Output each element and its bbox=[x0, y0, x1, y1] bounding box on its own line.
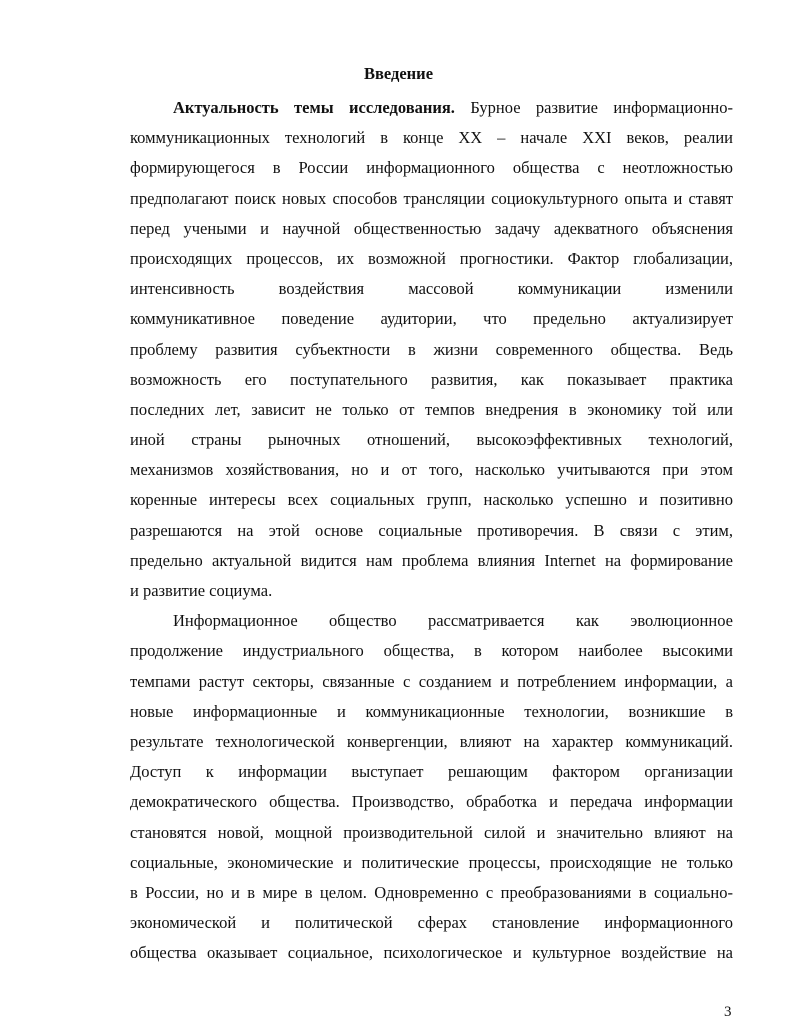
document-body bbox=[130, 93, 733, 968]
text-line: предельно актуальной видится нам проблема влияния Internet на формирование bbox=[130, 550, 733, 570]
text-line: коммуникативное поведение аудитории, что предельно актуализирует bbox=[130, 309, 733, 329]
text-line: новые информационные и коммуникационные технологии, возникшие в bbox=[130, 701, 733, 721]
text-line: в России, но и в мире в целом. Одновременно с преобразованиями в социально- bbox=[130, 882, 733, 902]
text-line: результате технологической конвергенции, влияют на характер коммуникаций. bbox=[130, 731, 733, 751]
text-line: социальные, экономические и политические процессы, происходящие не только bbox=[130, 852, 733, 872]
text-line: и развитие социума. bbox=[130, 581, 273, 600]
text-line: механизмов хозяйствования, но и от того, насколько учитываются при этом bbox=[130, 460, 733, 480]
text-line: продолжение индустриального общества, в котором наиболее высокими bbox=[130, 641, 733, 661]
text-line: разрешаются на этой основе социальные противоречия. В связи с этим, bbox=[130, 520, 733, 540]
text-line: Доступ к информации выступает решающим фактором организации bbox=[130, 762, 733, 782]
text-line: коммуникационных технологий в конце XX – начале XXI веков, реалии bbox=[130, 128, 733, 148]
text-line: коренные интересы всех социальных групп, насколько успешно и позитивно bbox=[130, 490, 733, 510]
text-line: последних лет, зависит не только от темпов внедрения в экономику той или bbox=[130, 399, 733, 419]
text-line: перед учеными и научной общественностью задачу адекватного объяснения bbox=[130, 218, 733, 238]
paragraph-lead: Актуальность темы исследования. bbox=[173, 98, 455, 117]
text-line: формирующегося в России информационного общества с неотложностью bbox=[130, 158, 733, 178]
text-line bbox=[130, 93, 733, 123]
text-line: интенсивность воздействия массовой коммуникации изменили bbox=[130, 279, 733, 299]
text-line: происходящих процессов, их возможной прогностики. Фактор глобализации, bbox=[130, 248, 733, 268]
text-line: демократического общества. Производство, обработка и передача информации bbox=[130, 792, 733, 812]
text-line: экономической и политической сферах становление информационного bbox=[130, 913, 733, 933]
text-line: проблему развития субъектности в жизни современного общества. Ведь bbox=[130, 339, 733, 359]
text-line: становятся новой, мощной производительной силой и значительно влияют на bbox=[130, 822, 733, 842]
text-line: иной страны рыночных отношений, высокоэффективных технологий, bbox=[130, 430, 733, 450]
page-number: 3 bbox=[724, 1004, 732, 1020]
text-line: темпами растут секторы, связанные с созданием и потреблением информации, а bbox=[130, 671, 733, 691]
text-line: общества оказывает социальное, психологическое и культурное воздействие на bbox=[130, 943, 733, 963]
section-heading: Введение bbox=[363, 64, 434, 83]
text-line: предполагают поиск новых способов трансляции социокультурного опыта и ставят bbox=[130, 188, 733, 208]
text-line: возможность его поступательного развития, как показывает практика bbox=[130, 369, 733, 389]
text-line: Информационное общество рассматривается как эволюционное bbox=[173, 611, 733, 631]
text-line-content: Бурное развитие информационно- bbox=[454, 98, 733, 117]
